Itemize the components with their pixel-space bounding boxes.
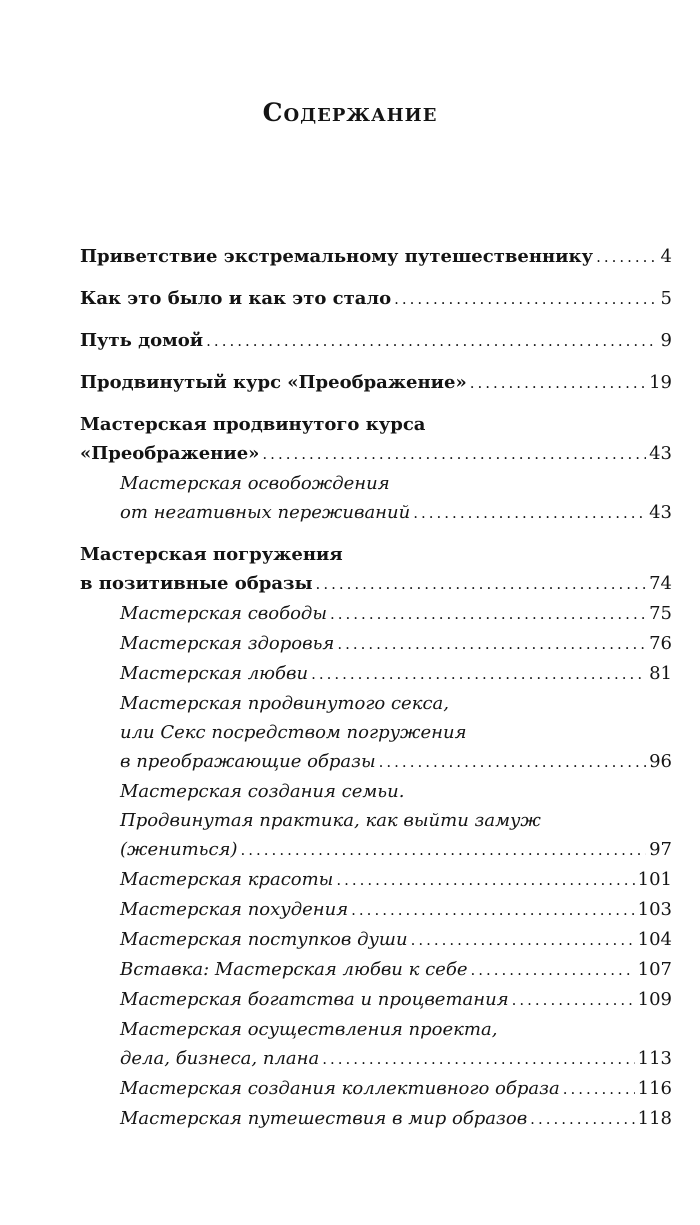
toc-entry-title: Путь домой [80,330,204,351]
toc-entry-line [120,985,672,1015]
page-number: 75 [649,603,672,624]
toc-entry-line [120,1044,672,1074]
toc-entry-line [80,326,672,356]
page-number: 9 [660,330,672,351]
toc-entry-title: Мастерская свободы [120,603,327,624]
toc-entry-title: Продвинутый курс «Преображение» [80,372,467,393]
page-number: 96 [649,751,672,772]
dot-leader [311,660,646,689]
page-number: 43 [649,502,672,523]
dot-leader [512,986,635,1015]
toc-entry-sub[interactable] [80,955,672,985]
toc-entry-sub[interactable] [80,1015,672,1074]
toc-entry-title: в преображающие образы [120,751,376,772]
dot-leader [351,896,635,925]
page-number: 104 [637,929,672,950]
toc-entry-line [120,469,672,498]
dot-leader [337,630,646,659]
toc-entry-sub[interactable] [80,629,672,659]
toc-entry-title: Мастерская богатства и процветания [120,989,509,1010]
toc-entry-sub[interactable] [80,985,672,1015]
toc-entry-line [120,925,672,955]
dot-leader [206,327,657,356]
toc-entry-title: (жениться) [120,839,238,860]
toc-entry-title: Мастерская поступков души [120,929,408,950]
dot-leader [530,1105,634,1134]
toc-entry-line [120,498,672,528]
toc-entry-title: Мастерская красоты [120,869,334,890]
toc-entry-main[interactable] [80,410,672,469]
page-number: 4 [660,246,672,267]
toc-entry-title: Приветствие экстремальному путешественнику [80,246,594,267]
toc-entry-line [120,718,672,747]
toc-entry-line [80,242,672,272]
toc-entry-line [120,806,672,835]
page-number: 43 [649,443,672,464]
toc-entry-sub[interactable] [80,659,672,689]
toc-entry-main[interactable] [80,368,672,398]
toc-entry-title: от негативных переживаний [120,502,411,523]
toc-entry-title: Мастерская здоровья [120,633,335,654]
toc-entry-sub[interactable] [80,469,672,528]
toc-entry-title: Мастерская любви [120,663,309,684]
table-of-contents [80,230,672,1134]
toc-entry-main[interactable] [80,540,672,599]
dot-leader [379,748,646,777]
toc-entry-line [120,1104,672,1134]
toc-entry-line [120,865,672,895]
toc-entry-line [120,777,672,806]
dot-leader [470,956,634,985]
toc-entry-line [120,1015,672,1044]
toc-entry-line [80,284,672,314]
page-number: 107 [637,959,672,980]
page-title: Содержание [262,98,438,127]
toc-entry-title: Мастерская освобождения [120,473,390,494]
toc-entry-title: «Преображение» [80,443,260,464]
page-number: 5 [660,288,672,309]
toc-entry-sub[interactable] [80,865,672,895]
dot-leader [394,285,657,314]
toc-entry-line [80,569,672,599]
toc-entry-line [120,835,672,865]
toc-entry-line [120,689,672,718]
toc-entry-title: Мастерская похудения [120,899,349,920]
toc-entry-sub[interactable] [80,1074,672,1104]
dot-leader [596,243,657,272]
dot-leader [262,440,646,469]
toc-entry-sub[interactable] [80,689,672,777]
toc-entry-line [80,439,672,469]
toc-entry-line [120,895,672,925]
page-number: 76 [649,633,672,654]
page-number: 118 [637,1108,672,1129]
toc-entry-title: Мастерская путешествия в мир образов [120,1108,528,1129]
toc-entry-line [80,410,672,439]
toc-entry-sub[interactable] [80,895,672,925]
toc-entry-sub[interactable] [80,599,672,629]
dot-leader [240,836,646,865]
toc-entry-line [120,659,672,689]
toc-entry-title: Мастерская осуществления проекта, [120,1019,498,1040]
toc-entry-title: Продвинутая практика, как выйти замуж [120,810,541,831]
page-number: 116 [637,1078,672,1099]
toc-entry-line [120,599,672,629]
dot-leader [411,926,635,955]
dot-leader [316,570,647,599]
toc-entry-title: Мастерская создания семьи. [120,781,405,802]
dot-leader [330,600,646,629]
dot-leader [563,1075,635,1104]
page-number: 81 [649,663,672,684]
toc-entry-title: Мастерская продвинутого секса, [120,693,449,714]
toc-entry-line [120,629,672,659]
page-number: 97 [649,839,672,860]
page-number: 113 [637,1048,672,1069]
dot-leader [470,369,646,398]
page-number: 74 [649,573,672,594]
toc-entry-sub[interactable] [80,777,672,865]
page-number: 109 [637,989,672,1010]
dot-leader [336,866,634,895]
toc-entry-line [120,1074,672,1104]
toc-entry-sub[interactable] [80,925,672,955]
toc-entry-main[interactable] [80,326,672,356]
toc-entry-title: Мастерская создания коллективного образа [120,1078,560,1099]
toc-entry-line [80,540,672,569]
toc-entry-line [120,955,672,985]
page-number: 19 [649,372,672,393]
toc-entry-sub[interactable] [80,1104,672,1134]
toc-entry-title: Мастерская погружения [80,544,343,565]
toc-entry-title: в позитивные образы [80,573,313,594]
toc-entry-line [120,747,672,777]
dot-leader [322,1045,634,1074]
toc-entry-title: Как это было и как это стало [80,288,392,309]
dot-leader [413,499,646,528]
toc-entry-main[interactable] [80,284,672,314]
toc-entry-line [80,368,672,398]
page-number: 103 [637,899,672,920]
page-number: 101 [637,869,672,890]
toc-entry-title: дела, бизнеса, плана [120,1048,320,1069]
toc-entry-title: или Секс посредством погружения [120,722,467,743]
toc-entry-title: Мастерская продвинутого курса [80,414,426,435]
toc-entry-main[interactable] [80,242,672,272]
toc-entry-title: Вставка: Мастерская любви к себе [120,959,468,980]
